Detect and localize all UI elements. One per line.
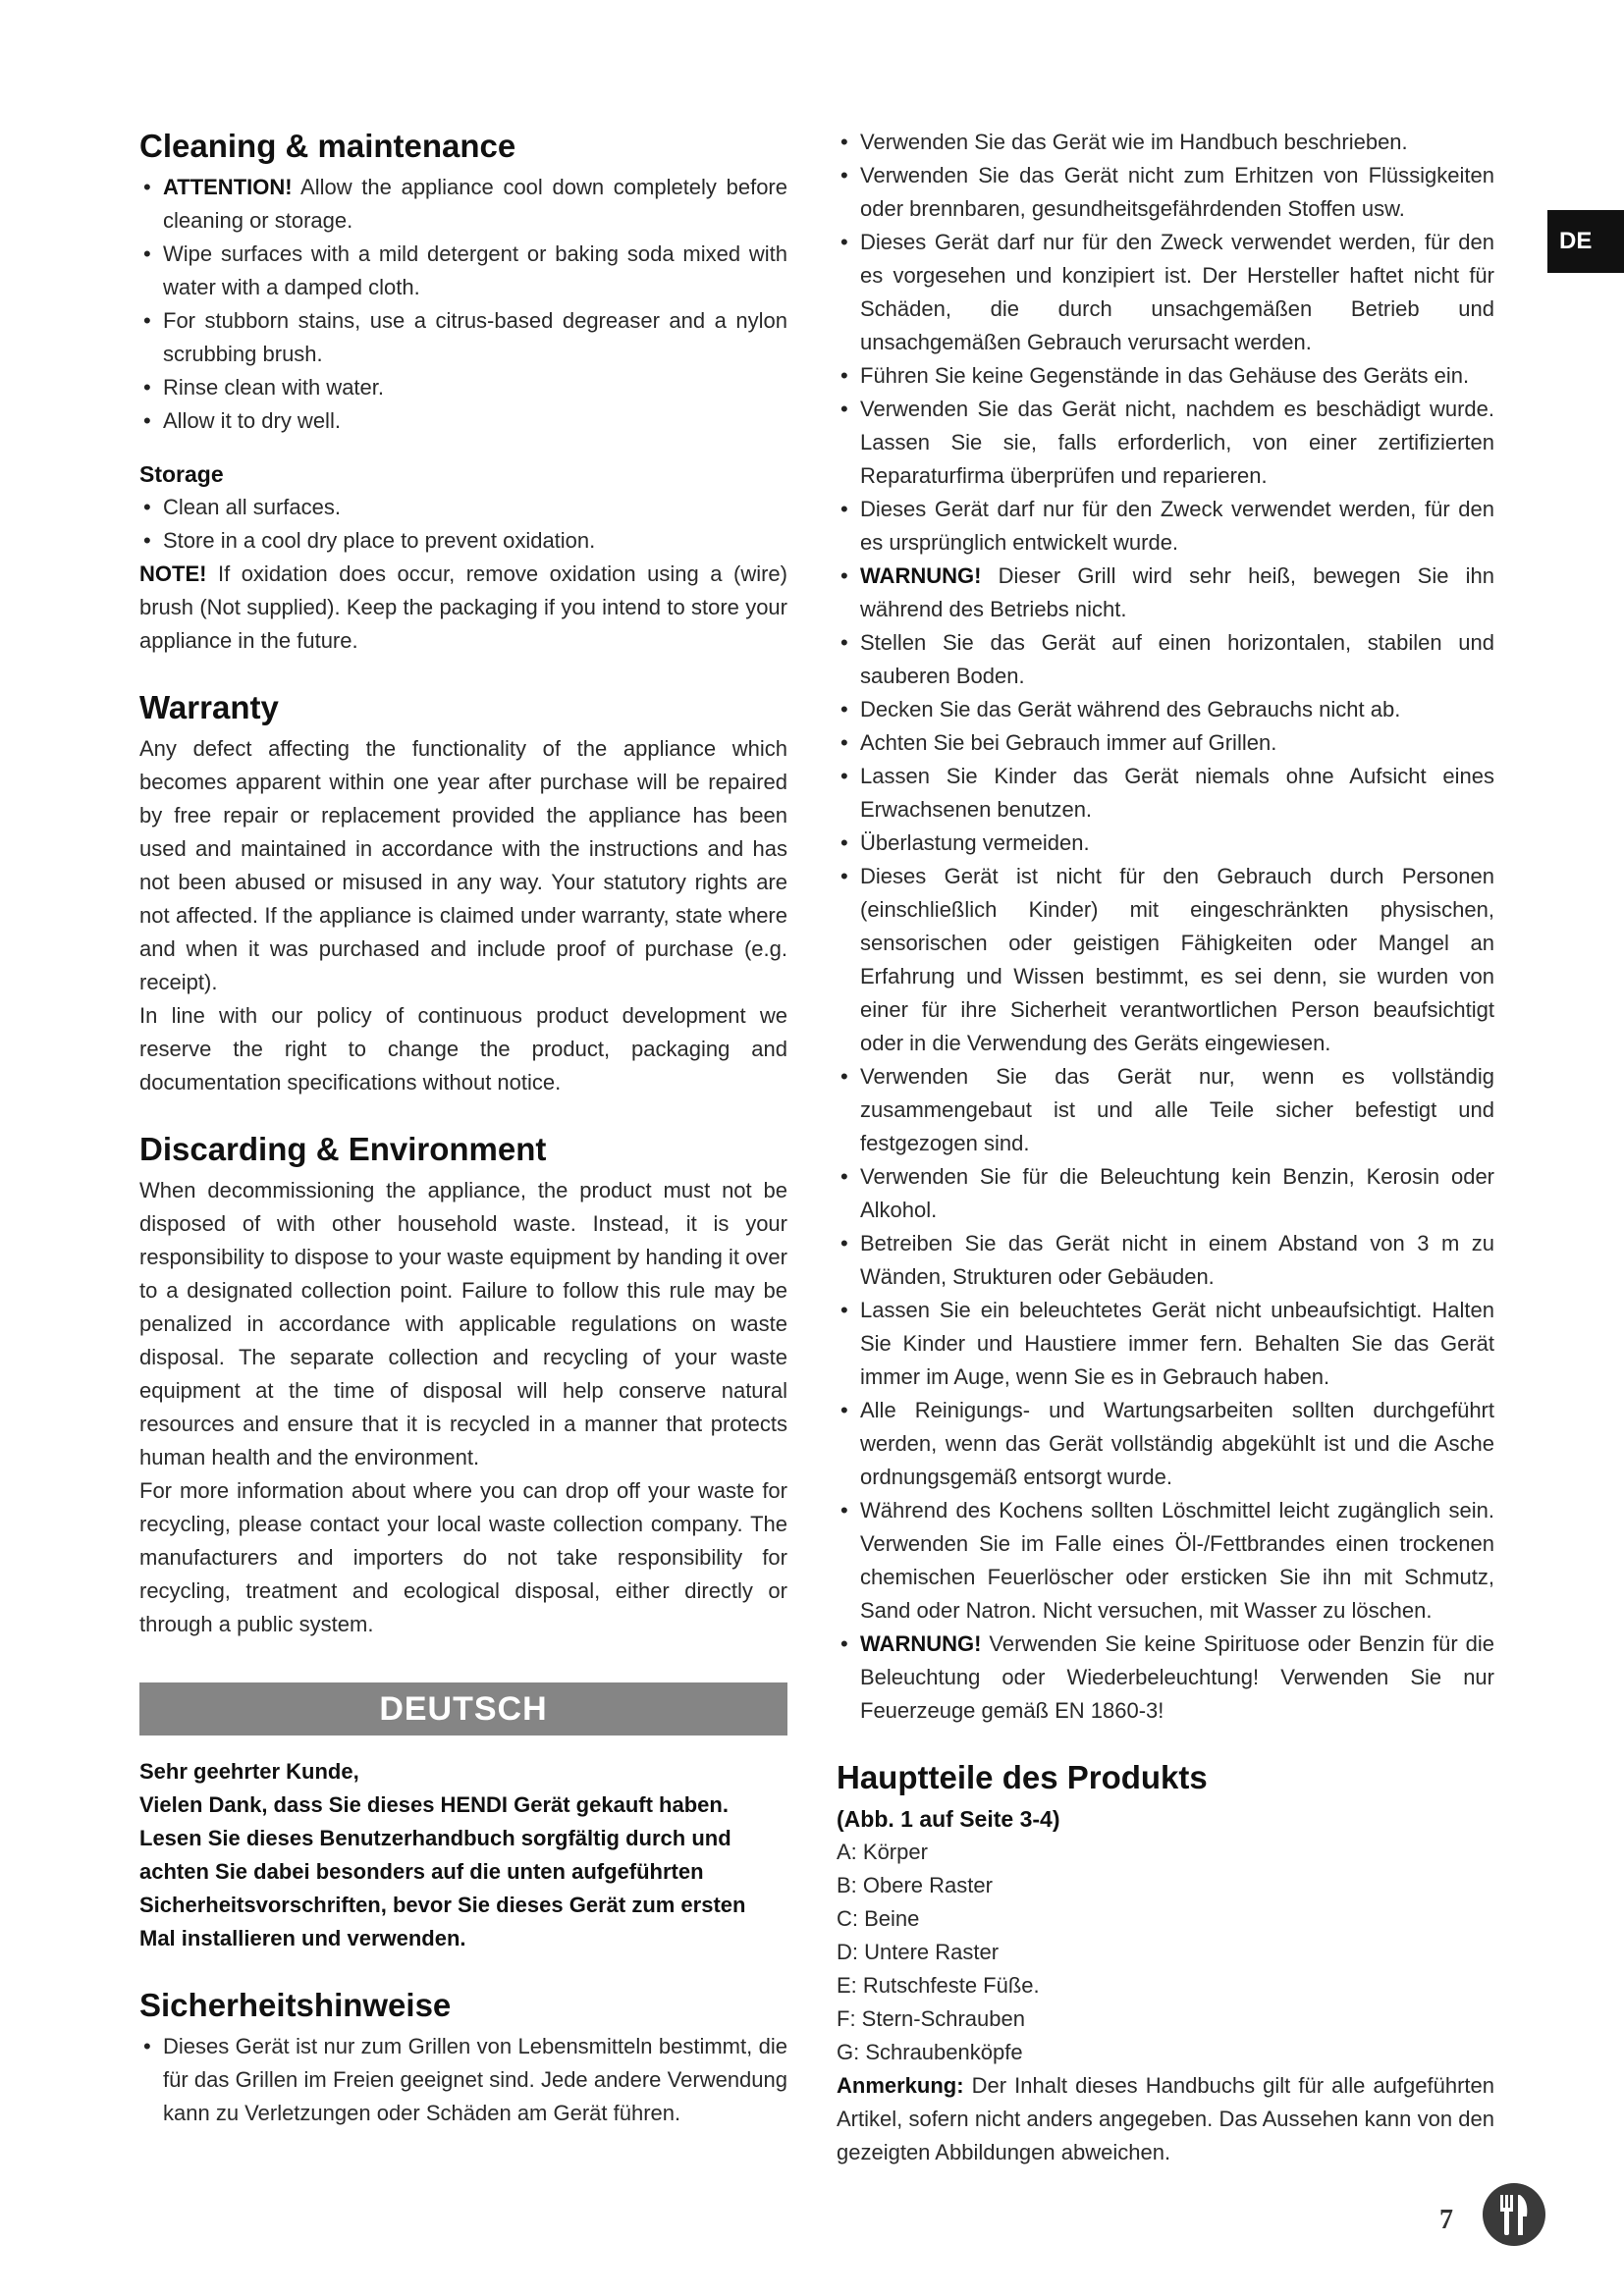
parts-subtitle: (Abb. 1 auf Seite 3-4) (837, 1806, 1060, 1832)
list-item: • Decken Sie das Gerät während des Gebrauchs nicht ab. (837, 693, 1494, 726)
list-item: • Verwenden Sie das Gerät nicht zum Erhitzen von Flüssigkeiten oder brennbaren, gesundheitsgefährdenden Stoffen usw. (837, 159, 1494, 226)
list-item: • Store in a cool dry place to prevent oxidation. (139, 524, 787, 558)
intro-text: Vielen Dank, dass Sie dieses HENDI Gerät gekauft haben. Lesen Sie dieses Benutzerhandbuch sorgfältig durch und achten Sie dabei besonders auf die unten aufgeführten Sicherheitsvorschriften, bevor Sie dieses Gerät zum ersten Mal installieren und verwenden. (139, 1792, 746, 1950)
list-item: E: Rutschfeste Füße. (837, 1973, 1040, 1998)
list-item: • Lassen Sie ein beleuchtetes Gerät nicht unbeaufsichtigt. Halten Sie Kinder und Haustiere immer fern. Behalten Sie das Gerät immer im Auge, wenn Sie es in Gebrauch haben. (837, 1294, 1494, 1394)
discarding-heading: Discarding & Environment (139, 1131, 547, 1167)
warranty-paragraph: In line with our policy of continuous product development we reserve the right to change the product, packaging and documentation specifications without notice. (139, 1003, 787, 1095)
parts-note: Anmerkung: Der Inhalt dieses Handbuchs gilt für alle aufgeführten Artikel, sofern nicht anders angegeben. Das Aussehen kann von den gezeigten Abbildungen abweichen. (837, 2073, 1494, 2164)
cutlery-logo-icon (1481, 2181, 1547, 2248)
list-item: • Dieses Gerät ist nur zum Grillen von Lebensmitteln bestimmt, die für das Grillen im Freien geeignet sind. Jede andere Verwendung kann zu Verletzungen oder Schäden am Gerät führen. (139, 2030, 787, 2130)
safety-heading: Sicherheitshinweise (139, 1987, 452, 2023)
intro-greeting: Sehr geehrter Kunde, (139, 1759, 359, 1784)
cleaning-list (139, 171, 787, 438)
discarding-paragraph: For more information about where you can drop off your waste for recycling, please contact your local waste collection company. The manufacturers and importers do not take responsibility for recycling, treatment and ecological disposal, either directly or through a public system. (139, 1478, 787, 1636)
list-item: • WARNUNG! Verwenden Sie keine Spirituose oder Benzin für die Beleuchtung oder Wiederbeleuchtung! Verwenden Sie nur Feuerzeuge gemäß EN 1860-3! (837, 1628, 1494, 1728)
list-item: G: Schraubenköpfe (837, 2040, 1023, 2064)
list-item: • Dieses Gerät darf nur für den Zweck verwendet werden, für den es ursprünglich entwickelt wurde. (837, 493, 1494, 560)
list-item: A: Körper (837, 1840, 928, 1864)
list-item: • Führen Sie keine Gegenstände in das Gehäuse des Geräts ein. (837, 359, 1494, 393)
storage-list (139, 491, 787, 558)
safety-list (139, 2030, 787, 2130)
list-item: D: Untere Raster (837, 1940, 1000, 1964)
list-item: C: Beine (837, 1906, 920, 1931)
list-item: F: Stern-Schrauben (837, 2006, 1025, 2031)
parts-list (837, 1836, 1494, 2069)
list-item: • Achten Sie bei Gebrauch immer auf Grillen. (837, 726, 1494, 760)
right-column (837, 126, 1494, 2169)
list-item: • WARNUNG! Dieser Grill wird sehr heiß, bewegen Sie ihn während des Betriebs nicht. (837, 560, 1494, 626)
list-item: • Betreiben Sie das Gerät nicht in einem Abstand von 3 m zu Wänden, Strukturen oder Gebäuden. (837, 1227, 1494, 1294)
list-item: • Allow it to dry well. (139, 404, 787, 438)
safety-list-continued (837, 126, 1494, 1728)
page-number: 7 (1439, 2205, 1453, 2235)
list-item: • Lassen Sie Kinder das Gerät niemals ohne Aufsicht eines Erwachsenen benutzen. (837, 760, 1494, 827)
list-item: • For stubborn stains, use a citrus-based degreaser and a nylon scrubbing brush. (139, 304, 787, 371)
list-item: • Während des Kochens sollten Löschmittel leicht zugänglich sein. Verwenden Sie im Falle eines Öl-/Fettbrandes einen trockenen chemischen Feuerlöscher oder ersticken Sie ihn mit Schmutz, Sand oder Natron. Nicht versuchen, mit Wasser zu löschen. (837, 1494, 1494, 1628)
storage-heading: Storage (139, 461, 224, 487)
discarding-paragraph: When decommissioning the appliance, the product must not be disposed of with other household waste. Instead, it is your responsibility to dispose to your waste equipment by handing it over to a designated collection point. Failure to follow this rule may be penalized in accordance with applicable regulations on waste disposal. The separate collection and recycling of your waste equipment at the time of disposal will help conserve natural resources and ensure that it is recycled in a manner that protects human health and the environment. (139, 1178, 787, 1469)
list-item: • Dieses Gerät darf nur für den Zweck verwendet werden, für den es vorgesehen und konzipiert ist. Der Hersteller haftet nicht für Schäden, die durch unsachgemäßen Betrieb und unsachgemäßen Gebrauch verursacht werden. (837, 226, 1494, 359)
list-item: B: Obere Raster (837, 1873, 993, 1897)
list-item: • Verwenden Sie das Gerät nur, wenn es vollständig zusammengebaut ist und alle Teile sicher befestigt und festgezogen sind. (837, 1060, 1494, 1160)
language-banner: DEUTSCH (139, 1682, 787, 1735)
warranty-paragraph: Any defect affecting the functionality of the appliance which becomes apparent within one year after purchase will be repaired by free repair or replacement provided the appliance has been used and maintained in accordance with the instructions and has not been abused or misused in any way. Your statutory rights are not affected. If the appliance is claimed under warranty, state where and when it was purchased and include proof of purchase (e.g. receipt). (139, 736, 787, 994)
cleaning-heading: Cleaning & maintenance (139, 128, 516, 164)
intro (139, 1755, 787, 1955)
storage-note: NOTE! If oxidation does occur, remove oxidation using a (wire) brush (Not supplied). Keep the packaging if you intend to store your appliance in the future. (139, 561, 787, 653)
list-item: • ATTENTION! Allow the appliance cool down completely before cleaning or storage. (139, 171, 787, 238)
list-item: • Überlastung vermeiden. (837, 827, 1494, 860)
list-item: • Wipe surfaces with a mild detergent or baking soda mixed with water with a damped cloth. (139, 238, 787, 304)
warranty-heading: Warranty (139, 689, 279, 725)
list-item: • Verwenden Sie für die Beleuchtung kein Benzin, Kerosin oder Alkohol. (837, 1160, 1494, 1227)
list-item: • Clean all surfaces. (139, 491, 787, 524)
parts-heading: Hauptteile des Produkts (837, 1759, 1208, 1795)
list-item: • Verwenden Sie das Gerät nicht, nachdem es beschädigt wurde. Lassen Sie sie, falls erforderlich, von einer zertifizierten Reparaturfirma überprüfen und reparieren. (837, 393, 1494, 493)
list-item: • Verwenden Sie das Gerät wie im Handbuch beschrieben. (837, 126, 1494, 159)
left-column (139, 126, 787, 2130)
list-item: • Dieses Gerät ist nicht für den Gebrauch durch Personen (einschließlich Kinder) mit eingeschränkten physischen, sensorischen oder geistigen Fähigkeiten oder Mangel an Erfahrung und Wissen bestimmt, es sei denn, sie wurden von einer für ihre Sicherheit verantwortlichen Person beaufsichtigt oder in die Verwendung des Geräts eingewiesen. (837, 860, 1494, 1060)
list-item: • Alle Reinigungs- und Wartungsarbeiten sollten durchgeführt werden, wenn das Gerät vollständig abgekühlt ist und die Asche ordnungsgemäß entsorgt wurde. (837, 1394, 1494, 1494)
list-item: • Stellen Sie das Gerät auf einen horizontalen, stabilen und sauberen Boden. (837, 626, 1494, 693)
language-tab: DE (1547, 210, 1624, 273)
list-item: • Rinse clean with water. (139, 371, 787, 404)
